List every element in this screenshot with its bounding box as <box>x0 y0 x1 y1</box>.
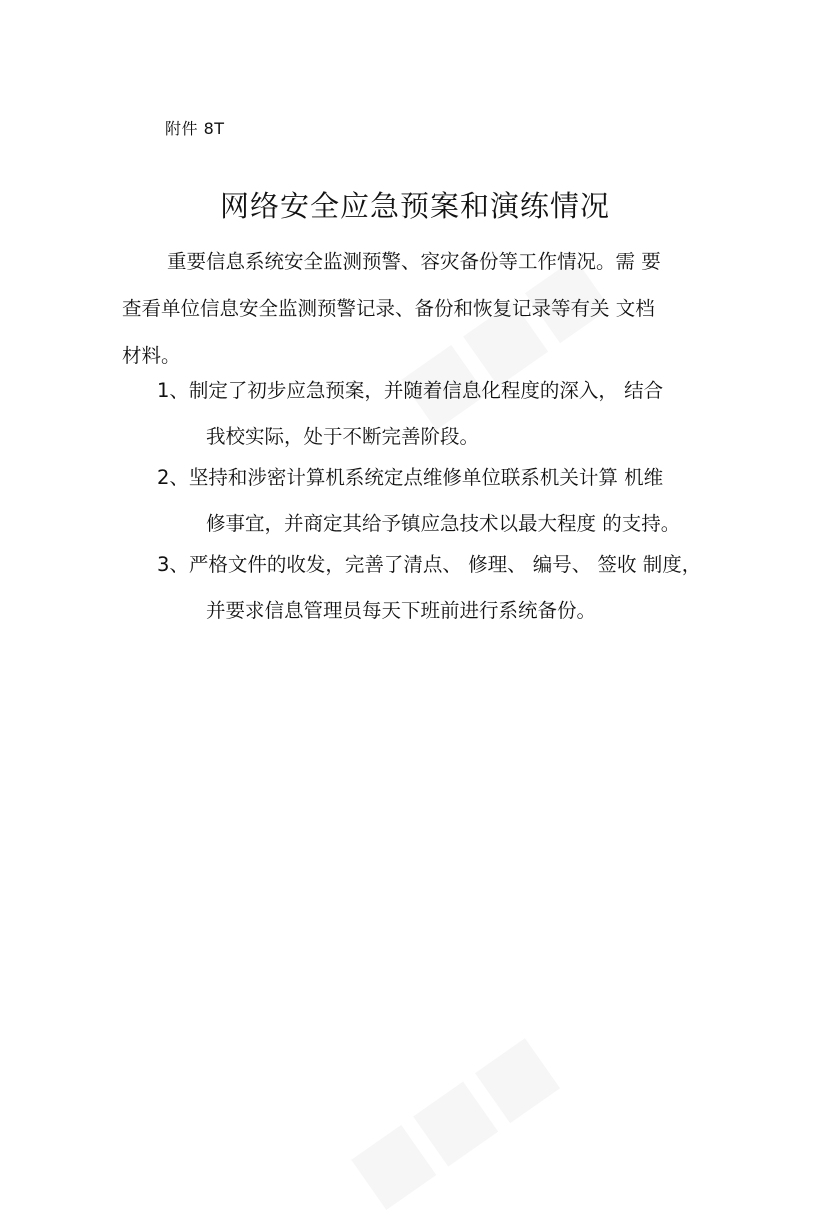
attachment-label: 附件 8T <box>165 119 225 138</box>
list-item <box>157 455 712 547</box>
list-item-line: 1、制定了初步应急预案，并随着信息化程度的深入， 结合 <box>157 379 664 402</box>
list-item <box>157 542 712 634</box>
list-item-line: 3、严格文件的收发，完善了清点、 修理、 编号、 签收 制度， <box>157 553 702 576</box>
list-item-line: 修事宜，并商定其给予镇应急技术以最大程度 的支持。 <box>206 512 681 535</box>
list-item-line: 我校实际，处于不断完善阶段。 <box>206 425 480 448</box>
list-item-line: 并要求信息管理员每天下班前进行系统备份。 <box>206 599 597 622</box>
list-item-line: 2、坚持和涉密计算机系统定点维修单位联系机关计算 机维 <box>157 466 664 489</box>
page-title: 网络安全应急预案和演练情况 <box>219 189 610 223</box>
intro-line: 材料。 <box>122 344 181 367</box>
watermark-shape <box>332 1031 547 1219</box>
list-item <box>157 368 712 460</box>
intro-line: 重要信息系统安全监测预警、容灾备份等工作情况。需 要 <box>167 250 661 273</box>
intro-paragraph <box>122 238 712 379</box>
intro-line: 查看单位信息安全监测预警记录、备份和恢复记录等有关 文档 <box>122 297 655 320</box>
